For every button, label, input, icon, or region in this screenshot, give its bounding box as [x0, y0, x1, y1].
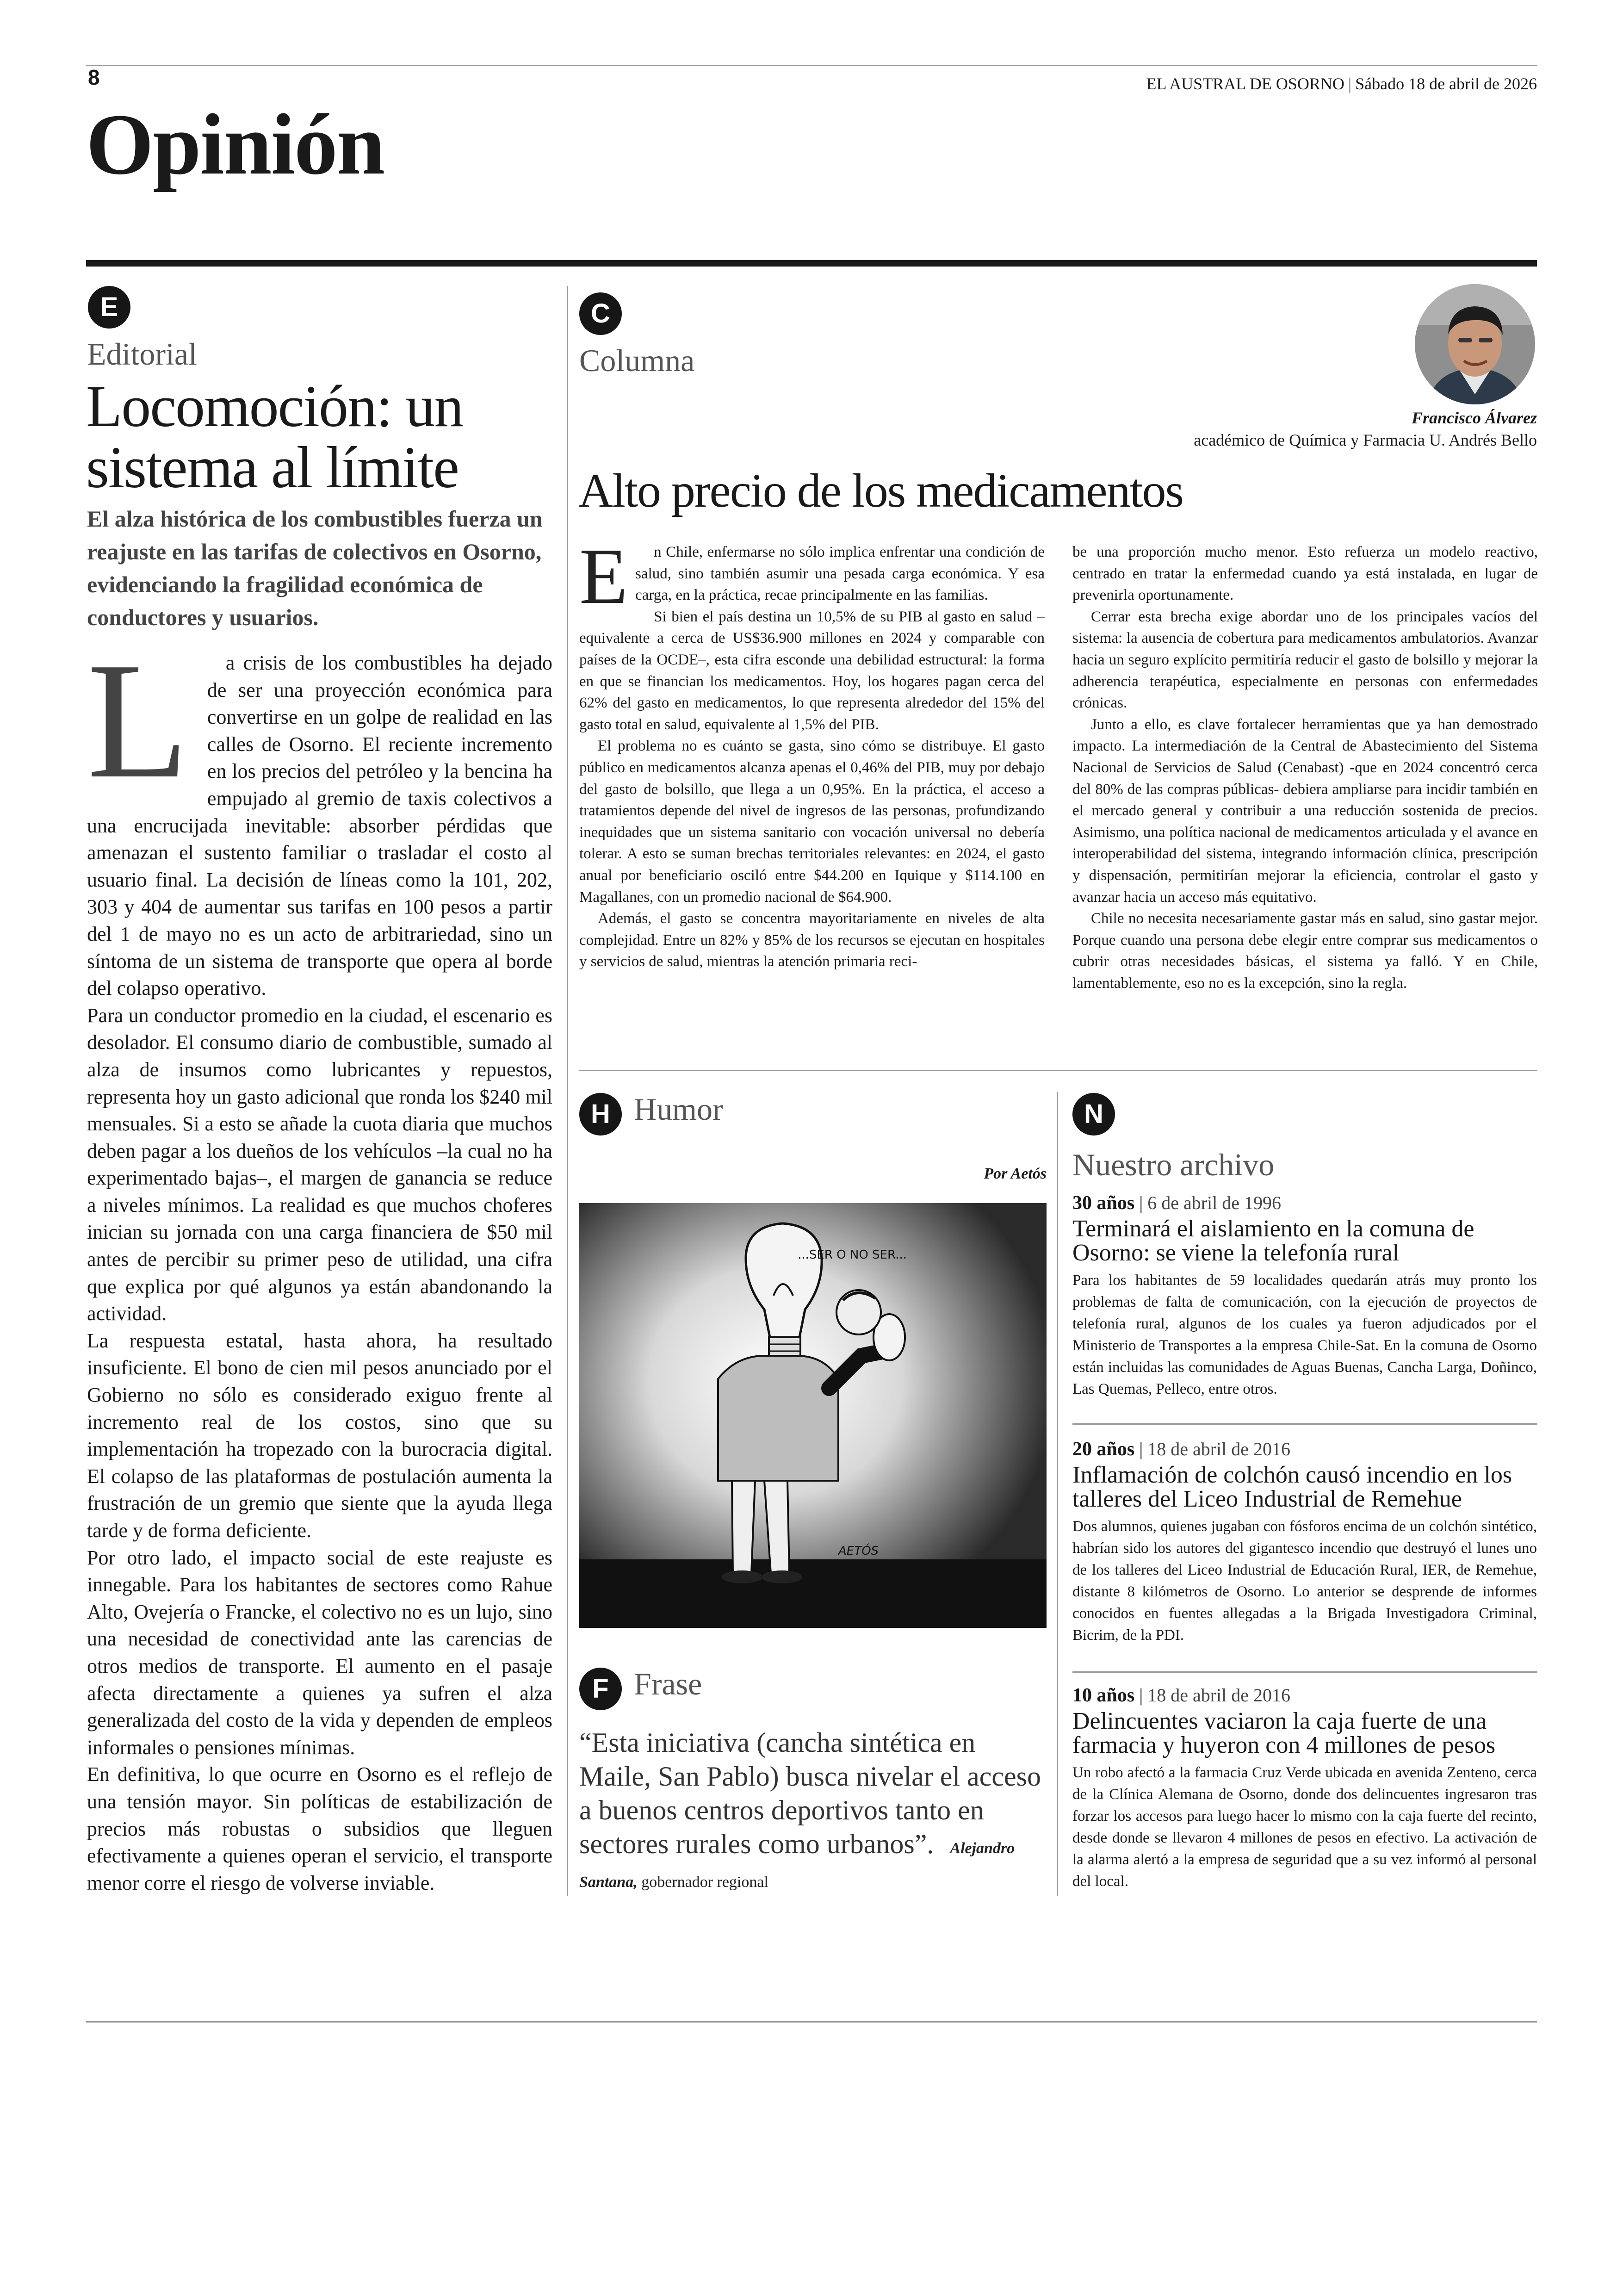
editorial-lead: El alza histórica de los combustibles fuerza un reajuste en las tarifas de colectivos en Osorno, evidenciando la fragilidad económica de conductores y usuarios.: [87, 506, 543, 630]
column-dropcap: E: [579, 533, 628, 621]
column-paragraph: Cerrar esta brecha exige abordar uno de los principales vacíos del sistema: la ausencia de cobertura para medicamentos ambulatorios. Avanzar hacia un seguro explícito permitiría reducir el gasto de bolsillo y mejorar la adherencia terapéutica, especialmente en personas con enfermedades crónicas.: [1072, 608, 1538, 712]
section-title: Opinión: [86, 96, 384, 192]
archive-text: Dos alumnos, quienes jugaban con fósforos encima de un colchón sintético, habrían sido los autores del gigantesco incendio que destruyó el lunes uno de los talleres del Liceo Industrial de Educación Rural, IER, de Remehue, distante 8 kilómetros de Osorno. Lo anterior se desprende de informes conocidos en fuentes allegadas a la Brigada Investigadora Criminal, Bicrim, de la PDI.: [1072, 1518, 1537, 1644]
masthead: EL AUSTRAL DE OSORNO | Sábado 18 de abril de 2026: [1146, 74, 1537, 93]
editorial-paragraph: En definitiva, lo que ocurre en Osorno es el reflejo de una tensión mayor. Sin políticas de estabilización de precios más robustas o subsidios que lleguen efectivamente a quienes operan el servicio, el transporte menor corre el riesgo de volverse inviable.: [87, 1763, 552, 1894]
column-paragraph: Si bien el país destina un 10,5% de su PIB al gasto en salud –equivalente a cerca de US$36.900 millones en 2024 y comparable con países de la OCDE–, esta cifra esconde una debilidad estructural: la forma en que se financian los medicamentos. Hoy, los hogares pagan cerca del 62% del gasto en medicamentos, lo que representa alrededor del 15% del gasto total en salud, equivalente al 1,5% del PIB.: [579, 608, 1045, 733]
column-headline: Alto precio de los medicamentos: [578, 464, 1183, 517]
humor-speech: ...SER O NO SER...: [798, 1248, 907, 1262]
archive-years: 10 años: [1072, 1685, 1135, 1706]
archive-headline: Delincuentes vaciaron la caja fuerte de una farmacia y huyeron con 4 millones de pesos: [1072, 1708, 1496, 1758]
editorial-badge: E: [88, 286, 130, 329]
archive-item: 20 años | 18 de abril de 2016 Inflamación de colchón causó incendio en los talleres del Liceo Industrial de Remehue Dos alumnos, quienes jugaban con fósforos encima de un colchón sintético, habrían sido los autores del gigantesco incendio que destruyó el lunes uno de los talleres del Liceo Industrial de Educación Rural, IER, de Remehue, distante 8 kilómetros de Osorno. Lo anterior se desprende de informes conocidos en fuentes allegadas a la Brigada Investigadora Criminal, Bicrim, de la PDI.: [1072, 1438, 1537, 1646]
page-number: 8: [88, 65, 100, 89]
humor-kicker: Humor: [634, 1092, 723, 1127]
column-author-name: Francisco Álvarez: [1411, 409, 1537, 427]
frase-block: [579, 1726, 1047, 1895]
column-body-right: [1072, 541, 1538, 994]
editorial-paragraph: a crisis de los combustibles ha dejado de ser una proyección económica para convertirse en un golpe de realidad en las calles de Osorno. El reciente incremento en los precios del petróleo y la bencina ha empujado al gremio de taxis colectivos a una encrucijada inevitable: absorber pérdidas que amenazan el sustento familiar o trasladar el costo al usuario final. La decisión de líneas como la 101, 202, 303 y 404 de aumentar sus tarifas en 100 pesos a partir del 1 de mayo no es un acto de arbitrariedad, sino un síntoma de un sistema de transporte que opera al borde del colapso operativo.: [87, 652, 552, 1000]
column-paragraph: be una proporción mucho menor. Esto refuerza un modelo reactivo, centrado en tratar la enfermedad cuando ya está instalada, en lugar de prevenirla oportunamente.: [1072, 544, 1538, 604]
archive-rule: [1072, 1423, 1537, 1425]
humor-archive-divider: [1057, 1092, 1058, 1896]
archive-item: 10 años | 18 de abril de 2016 Delincuentes vaciaron la caja fuerte de una farmacia y huyeron con 4 millones de pesos Un robo afectó a la farmacia Cruz Verde ubicada en avenida Zenteno, cerca de la Clínica Alemana de Osorno, donde dos delincuentes ingresaron tras forzar los accesos para luego hacer lo mismo con la caja fuerte del recinto, desde donde se llevaron 4 millones de pesos en efectivo. La activación de la alarma alertó a la empresa de seguridad que a su vez informó al personal del local.: [1072, 1684, 1537, 1893]
frase-author-role: gobernador regional: [641, 1874, 768, 1891]
footer-rule: [86, 2021, 1537, 2023]
column-divider: [567, 286, 568, 1896]
frase-kicker: Frase: [634, 1666, 702, 1701]
editorial-paragraph: La respuesta estatal, hasta ahora, ha resultado insuficiente. El bono de cien mil pesos anunciado por el Gobierno no sólo es considerado exiguo frente al incremento real de los costos, sino que su implementación ha tropezado con la burocracia digital. El colapso de las plataformas de postulación aumenta la frustración de un gremio que siente que la ayuda llega tarde y de forma deficiente.: [87, 1329, 552, 1542]
column-paragraph: Chile no necesita necesariamente gastar más en salud, sino gastar mejor. Porque cuando una persona debe elegir entre comprar sus medicamentos o cubrir otras necesidades básicas, el sistema ya falló. Y en Chile, lamentablemente, eso no es la excepción, sino la regla.: [1072, 910, 1538, 992]
archive-headline: Terminará el aislamiento en la comuna de Osorno: se viene la telefonía rural: [1072, 1216, 1474, 1266]
issue-date: Sábado 18 de abril de 2026: [1355, 74, 1537, 93]
column-author-role: académico de Química y Farmacia U. Andrés Bello: [1194, 431, 1537, 449]
editorial-dropcap: L: [87, 628, 189, 813]
humor-byline: Por Aetós: [984, 1165, 1047, 1182]
editorial-body: [87, 628, 552, 1897]
top-rule: [86, 65, 1537, 66]
frase-author: Alejandro Santana,: [579, 1840, 1015, 1891]
archive-kicker: Nuestro archivo: [1072, 1147, 1275, 1182]
archive-item: 30 años | 6 de abril de 1996 Terminará el aislamiento en la comuna de Osorno: se viene la telefonía rural Para los habitantes de 59 localidades quedarán atrás muy pronto los problemas de falta de comunicación, con la ejecución de proyectos de telefonía rural, algunos de los cuales ya fueron adjudicados por el Ministerio de Transportes a la empresa Chile-Sat. En la comuna de Osorno están incluidas las comunidades de Aguas Buenas, Cancha Larga, Doñinco, Las Quemas, Pelleco, entre otros.: [1072, 1192, 1537, 1400]
column-paragraph: Además, el gasto se concentra mayoritariamente en niveles de alta complejidad. Entre un 82% y 85% de los recursos se ejecutan en hospitales y servicios de salud, mientras la atención primaria reci-: [579, 910, 1045, 970]
editorial-paragraph: Por otro lado, el impacto social de este reajuste es innegable. Para los habitantes de sectores como Rahue Alto, Ovejería o Francke, el colectivo no es un lujo, sino una necesidad de conectividad ante las carencias de otros medios de transporte. El aumento en el pasaje afecta directamente a quienes ya sufren el alza generalizada del costo de la vida y dependen de empleos informales o pensiones mínimas.: [87, 1546, 552, 1759]
archive-badge: N: [1072, 1093, 1115, 1136]
column-bottom-rule: [579, 1070, 1537, 1071]
archive-date: 18 de abril de 2016: [1147, 1685, 1291, 1706]
frase-badge: F: [579, 1668, 622, 1710]
archive-date: 6 de abril de 1996: [1147, 1192, 1282, 1213]
editorial-headline: Locomoción: un sistema al límite: [86, 373, 463, 500]
humor-badge: H: [579, 1093, 622, 1136]
column-paragraph: n Chile, enfermarse no sólo implica enfrentar una condición de salud, sino también asumir una pesada carga económica. Y esa carga, en la práctica, recae principalmente en las familias.: [635, 544, 1045, 604]
author-photo: [1414, 283, 1536, 405]
column-paragraph: El problema no es cuánto se gasta, sino cómo se distribuye. El gasto público en medicamentos alcanza apenas el 0,46% del PIB, muy por debajo del gasto de bolsillo, que llega a un 0,95%. En la práctica, el acceso a tratamientos depende del nivel de ingresos de las personas, profundizando inequidades que un sistema sanitario con vocación universal no debería tolerar. A esto se suman brechas territoriales relevantes: en 2024, el gasto anual por beneficiario osciló entre $44.200 en Iquique y $114.100 en Magallanes, con un promedio nacional de $64.900.: [579, 738, 1045, 906]
section-rule: [86, 260, 1537, 267]
column-kicker: Columna: [579, 343, 695, 378]
archive-text: Para los habitantes de 59 localidades quedarán atrás muy pronto los problemas de falta de comunicación, con la ejecución de proyectos de telefonía rural, algunos de los cuales ya fueron adjudicados por el Ministerio de Transportes a la empresa Chile-Sat. En la comuna de Osorno están incluidas las comunidades de Aguas Buenas, Cancha Larga, Doñinco, Las Quemas, Pelleco, entre otros.: [1072, 1272, 1537, 1397]
publication-name: EL AUSTRAL DE OSORNO: [1146, 74, 1344, 93]
archive-text: Un robo afectó a la farmacia Cruz Verde ubicada en avenida Zenteno, cerca de la Clínica Alemana de Osorno, donde dos delincuentes ingresaron tras forzar los accesos para luego hacer lo mismo con la caja fuerte del recinto, desde donde se llevaron 4 millones de pesos en efectivo. La activación de la alarma alertó a la empresa de seguridad que a su vez informó al personal del local.: [1072, 1764, 1537, 1890]
archive-years: 20 años: [1072, 1439, 1135, 1460]
column-paragraph: Junto a ello, es clave fortalecer herramientas que ya han demostrado impacto. La intermediación de la Central de Abastecimiento del Sistema Nacional de Servicios de Salud (Cenabast) -que en 2024 concentró cerca del 80% de las compras públicas- debiera ampliarse para incidir también en el mercado general y contribuir a una reducción sostenida de precios. Asimismo, una política nacional de medicamentos articulada y el avance en interoperabilidad del sistema, integrando información clínica, prescripción y dispensación, permitirían mejorar la eficiencia, controlar el gasto y avanzar hacia un acceso más equitativo.: [1072, 716, 1538, 906]
archive-headline: Inflamación de colchón causó incendio en los talleres del Liceo Industrial de Remehue: [1072, 1462, 1512, 1512]
archive-date: 18 de abril de 2016: [1147, 1439, 1291, 1459]
humor-signature: AETÓS: [838, 1544, 879, 1558]
column-badge: C: [579, 292, 622, 335]
humor-cartoon: [579, 1203, 1047, 1628]
column-body-left: [579, 533, 1045, 973]
frase-quote: “Esta iniciativa (cancha sintética en Maile, San Pablo) busca nivelar el acceso a buenos centros deportivos tanto en sectores rurales como urbanos”.: [579, 1727, 1041, 1859]
editorial-kicker: Editorial: [87, 336, 197, 372]
archive-years: 30 años: [1072, 1192, 1135, 1214]
archive-rule: [1072, 1671, 1537, 1673]
editorial-paragraph: Para un conductor promedio en la ciudad, el escenario es desolador. El consumo diario de combustible, sumado al alza de insumos como lubricantes y repuestos, representa hoy un gasto adicional que ronda los $240 mil mensuales. Si a esto se añade la cuota diaria que muchos deben pagar a los dueños de los vehículos –la cual no ha experimentado bajas–, el margen de ganancia se reduce a niveles mínimos. La realidad es que muchos choferes inician su jornada con una carga financiera de $50 mil antes de percibir su primer peso de utilidad, una cifra que explica por qué algunos ya están abandonando la actividad.: [87, 1004, 552, 1325]
